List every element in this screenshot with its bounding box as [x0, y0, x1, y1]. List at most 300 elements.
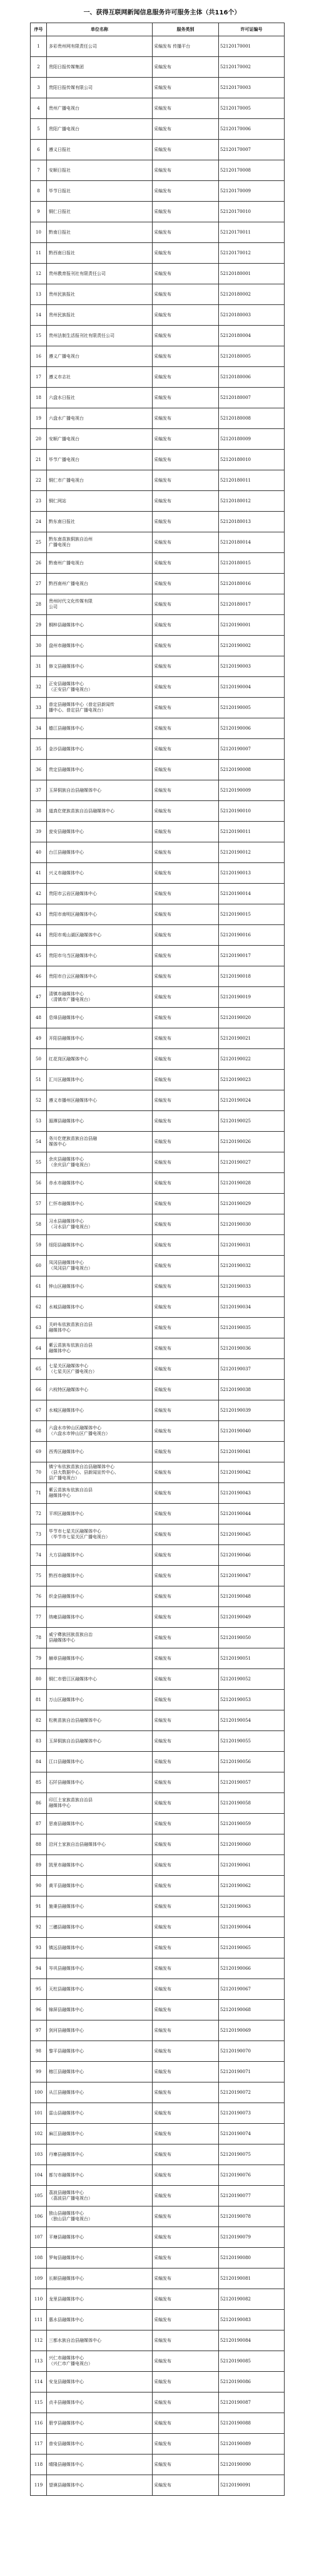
row-number: 83: [31, 1731, 47, 1752]
service-type: 采编发布: [153, 801, 219, 822]
row-number: 45: [31, 946, 47, 966]
service-type: 采编发布: [153, 512, 219, 532]
row-number: 50: [31, 1049, 47, 1070]
table-row: [31, 884, 285, 904]
table-row: [31, 1008, 285, 1028]
service-type: 采编发布: [153, 842, 219, 863]
table-row: [31, 367, 285, 388]
license-number: 52120190019: [219, 987, 285, 1008]
license-number: 52120190008: [219, 760, 285, 780]
unit-name: 贵州教育报刊社有限责任公司: [47, 264, 153, 284]
table-row: [31, 512, 285, 532]
row-number: 34: [31, 718, 47, 739]
row-number: 99: [31, 2062, 47, 2082]
row-number: 110: [31, 2289, 47, 2310]
service-type: 采编发布: [153, 160, 219, 181]
row-number: 92: [31, 1917, 47, 1938]
service-type: 采编发布: [153, 925, 219, 946]
service-type: 采编发布: [153, 718, 219, 739]
row-number: 33: [31, 698, 47, 718]
row-number: 59: [31, 1235, 47, 1256]
row-number: 90: [31, 1876, 47, 1896]
table-row: [31, 429, 285, 450]
row-number: 54: [31, 1132, 47, 1152]
license-number: 52120190024: [219, 1090, 285, 1111]
unit-name: 龙里县融媒体中心: [47, 2289, 153, 2310]
table-row: [31, 1421, 285, 1442]
license-number: 52120190037: [219, 1359, 285, 1380]
table-row: [31, 119, 285, 140]
unit-name: 贞丰县融媒体中心: [47, 2392, 153, 2413]
service-type: 采编发布: [153, 1752, 219, 1772]
service-type: 采编发布: [153, 1028, 219, 1049]
table-row: [31, 1586, 285, 1607]
table-row: [31, 822, 285, 842]
service-type: 采编发布: [153, 2227, 219, 2248]
service-type: 采编发布: [153, 2103, 219, 2124]
service-type: 采编发布: [153, 1979, 219, 2000]
unit-name: 玉屏侗族自治县融媒体中心: [47, 1731, 153, 1752]
license-number: 52120190077: [219, 2186, 285, 2206]
service-type: 采编发布: [153, 1896, 219, 1917]
license-number: 52120190017: [219, 946, 285, 966]
table-row: [31, 842, 285, 863]
table-row: [31, 388, 285, 408]
service-type: 采编发布: [153, 346, 219, 367]
license-number: 52120170007: [219, 140, 285, 160]
unit-name: 印江土家族苗族自治县 融媒体中心: [47, 1793, 153, 1814]
row-number: 25: [31, 532, 47, 553]
unit-name: 湄潭县融媒体中心: [47, 1111, 153, 1132]
service-type: 采编发布: [153, 698, 219, 718]
unit-name: 钟山区融媒体中心: [47, 1276, 153, 1297]
service-type: 采编发布: [153, 2392, 219, 2413]
table-row: [31, 656, 285, 677]
row-number: 32: [31, 677, 47, 698]
service-type: 采编发布: [153, 574, 219, 594]
table-row: [31, 2268, 285, 2289]
table-row: [31, 553, 285, 574]
row-number: 85: [31, 1772, 47, 1793]
license-number: 52120190071: [219, 2062, 285, 2082]
table-row: [31, 2206, 285, 2227]
service-type: 采编发布: [153, 884, 219, 904]
unit-name: 贵阳市乌当区融媒体中心: [47, 946, 153, 966]
service-type: 采编发布: [153, 1090, 219, 1111]
unit-name: 锦屏县融媒体中心: [47, 2000, 153, 2020]
row-number: 107: [31, 2227, 47, 2248]
unit-name: 黎平县融媒体中心: [47, 2041, 153, 2062]
row-number: 49: [31, 1028, 47, 1049]
license-number: 52120190063: [219, 1896, 285, 1917]
unit-name: 三穗县融媒体中心: [47, 1917, 153, 1938]
license-number: 52120190086: [219, 2372, 285, 2392]
unit-name: 仁怀市融媒体中心: [47, 1194, 153, 1214]
row-number: 37: [31, 780, 47, 801]
unit-name: 开阳县融媒体中心: [47, 1028, 153, 1049]
unit-name: 黔西南州广播电视台: [47, 574, 153, 594]
unit-name: 盘州市融媒体中心: [47, 636, 153, 656]
unit-name: 贵阳日报传媒集团: [47, 57, 153, 78]
row-number: 24: [31, 512, 47, 532]
service-type: 采编发布: [153, 1380, 219, 1400]
license-number: 52120180007: [219, 388, 285, 408]
header-license: 许可证编号: [219, 23, 285, 36]
row-number: 52: [31, 1090, 47, 1111]
service-type: 采编发布: [153, 1256, 219, 1276]
license-number: 52120190066: [219, 1958, 285, 1979]
unit-name: 修文县融媒体中心: [47, 656, 153, 677]
unit-name: 榕江县融媒体中心: [47, 2062, 153, 2082]
license-number: 52120190012: [219, 842, 285, 863]
row-number: 30: [31, 636, 47, 656]
unit-name: 织金县融媒体中心: [47, 1586, 153, 1607]
table-row: [31, 2372, 285, 2392]
service-type: 采编发布: [153, 532, 219, 553]
row-number: 15: [31, 326, 47, 346]
license-number: 52120180013: [219, 512, 285, 532]
unit-name: 遵义市播州区融媒体中心: [47, 1090, 153, 1111]
row-number: 21: [31, 450, 47, 470]
row-number: 77: [31, 1607, 47, 1628]
unit-name: 铜仁市广播电视台: [47, 470, 153, 491]
service-type: 采编发布: [153, 2372, 219, 2392]
row-number: 28: [31, 594, 47, 615]
row-number: 102: [31, 2124, 47, 2144]
license-number: 52120190062: [219, 1876, 285, 1896]
service-type: 采编发布: [153, 1338, 219, 1359]
service-type: 采编发布: [153, 1628, 219, 1648]
license-number: 52120170010: [219, 202, 285, 222]
row-number: 12: [31, 264, 47, 284]
table-row: [31, 1297, 285, 1318]
service-type: 采编发布: [153, 2206, 219, 2227]
unit-name: 汇川区融媒体中心: [47, 1070, 153, 1090]
row-number: 51: [31, 1070, 47, 1090]
unit-name: 水城区融媒体中心: [47, 1400, 153, 1421]
row-number: 18: [31, 388, 47, 408]
license-number: 52120170003: [219, 78, 285, 98]
service-type: 采编发布 传播平台: [153, 36, 219, 57]
unit-name: 普安县融媒体中心: [47, 2434, 153, 2454]
row-number: 74: [31, 1545, 47, 1566]
service-type: 采编发布: [153, 1297, 219, 1318]
table-row: [31, 1669, 285, 1690]
row-number: 38: [31, 801, 47, 822]
service-type: 采编发布: [153, 1132, 219, 1152]
row-number: 91: [31, 1896, 47, 1917]
table-row: [31, 1276, 285, 1297]
row-number: 14: [31, 305, 47, 326]
license-number: 52120190078: [219, 2206, 285, 2227]
unit-name: 遵义市志社: [47, 367, 153, 388]
row-number: 100: [31, 2082, 47, 2103]
document-title: 一、获得互联网新闻信息服务许可服务主体（共116个）: [83, 9, 241, 16]
table-row: [31, 1876, 285, 1896]
table-row: [31, 2413, 285, 2434]
unit-name: 贵州广播电视台: [47, 98, 153, 119]
license-number: 52120190058: [219, 1793, 285, 1814]
table-row: [31, 305, 285, 326]
license-table: [30, 23, 285, 2496]
license-number: 52120190088: [219, 2413, 285, 2434]
row-number: 7: [31, 160, 47, 181]
table-row: [31, 863, 285, 884]
table-row: [31, 1380, 285, 1400]
unit-name: 施秉县融媒体中心: [47, 1896, 153, 1917]
unit-name: 贵州民族报社: [47, 284, 153, 305]
unit-name: 黄平县融媒体中心: [47, 1876, 153, 1896]
license-number: 52120190053: [219, 1690, 285, 1710]
service-type: 采编发布: [153, 1958, 219, 1979]
table-row: [31, 160, 285, 181]
table-row: [31, 450, 285, 470]
row-number: 19: [31, 408, 47, 429]
table-row: [31, 1855, 285, 1876]
unit-name: 石阡县融媒体中心: [47, 1772, 153, 1793]
row-number: 116: [31, 2413, 47, 2434]
row-number: 68: [31, 1421, 47, 1442]
table-row: [31, 36, 285, 57]
header-row: [31, 23, 285, 36]
row-number: 81: [31, 1690, 47, 1710]
row-number: 94: [31, 1958, 47, 1979]
row-number: 88: [31, 1834, 47, 1855]
table-row: [31, 2248, 285, 2268]
unit-name: 威宁彝族回族苗族自治 县融媒体中心: [47, 1628, 153, 1648]
service-type: 采编发布: [153, 78, 219, 98]
row-number: 75: [31, 1566, 47, 1586]
license-number: 52120190082: [219, 2289, 285, 2310]
service-type: 采编发布: [153, 2248, 219, 2268]
table-row: [31, 1214, 285, 1235]
service-type: 采编发布: [153, 1710, 219, 1731]
license-number: 52120190054: [219, 1710, 285, 1731]
unit-name: 红花岗区融媒体中心: [47, 1049, 153, 1070]
unit-name: 罗甸县融媒体中心: [47, 2248, 153, 2268]
service-type: 采编发布: [153, 181, 219, 202]
row-number: 31: [31, 656, 47, 677]
table-row: [31, 408, 285, 429]
service-type: 采编发布: [153, 222, 219, 243]
unit-name: 独山县融媒体中心 （独山县广播电视台）: [47, 2206, 153, 2227]
service-type: 采编发布: [153, 2454, 219, 2475]
license-number: 52120180006: [219, 367, 285, 388]
table-row: [31, 1628, 285, 1648]
license-number: 52120180003: [219, 305, 285, 326]
row-number: 104: [31, 2165, 47, 2186]
unit-name: 紫云苗族布依族自治县 融媒体中心: [47, 1483, 153, 1504]
table-row: [31, 1090, 285, 1111]
row-number: 96: [31, 2000, 47, 2020]
row-number: 26: [31, 553, 47, 574]
table-row: [31, 2020, 285, 2041]
service-type: 采编发布: [153, 2475, 219, 2496]
row-number: 64: [31, 1338, 47, 1359]
unit-name: 岑巩县融媒体中心: [47, 1958, 153, 1979]
service-type: 采编发布: [153, 1442, 219, 1462]
unit-name: 贵阳市白云区融媒体中心: [47, 966, 153, 987]
table-row: [31, 718, 285, 739]
row-number: 112: [31, 2330, 47, 2351]
unit-name: 剑河县融媒体中心: [47, 2020, 153, 2041]
unit-name: 丹寨县融媒体中心: [47, 2144, 153, 2165]
license-number: 52120180017: [219, 594, 285, 615]
service-type: 采编发布: [153, 677, 219, 698]
unit-name: 贵州法制生活报刊社有限责任公司: [47, 326, 153, 346]
table-row: [31, 2165, 285, 2186]
unit-name: 遵义广播电视台: [47, 346, 153, 367]
license-number: 52120190072: [219, 2082, 285, 2103]
license-number: 52120190023: [219, 1070, 285, 1090]
unit-name: 六盘水日报社: [47, 388, 153, 408]
service-type: 采编发布: [153, 2165, 219, 2186]
row-number: 71: [31, 1483, 47, 1504]
table-row: [31, 2103, 285, 2124]
unit-name: 黔南日报社: [47, 222, 153, 243]
license-number: 52120190009: [219, 780, 285, 801]
service-type: 采编发布: [153, 1669, 219, 1690]
unit-name: 绥阳县融媒体中心: [47, 1235, 153, 1256]
service-type: 采编发布: [153, 1607, 219, 1628]
license-number: 52120190049: [219, 1607, 285, 1628]
row-number: 10: [31, 222, 47, 243]
license-number: 52120190043: [219, 1483, 285, 1504]
unit-name: 凯里市融媒体中心: [47, 1855, 153, 1876]
table-row: [31, 2475, 285, 2496]
row-number: 61: [31, 1276, 47, 1297]
service-type: 采编发布: [153, 1194, 219, 1214]
unit-name: 瓮安县融媒体中心: [47, 822, 153, 842]
row-number: 82: [31, 1710, 47, 1731]
unit-name: 清镇市融媒体中心 （清镇市广播电视台）: [47, 987, 153, 1008]
table-row: [31, 532, 285, 553]
license-number: 52120190002: [219, 636, 285, 656]
table-row: [31, 1132, 285, 1152]
row-number: 101: [31, 2103, 47, 2124]
service-type: 采编发布: [153, 2413, 219, 2434]
license-number: 52120190055: [219, 1731, 285, 1752]
service-type: 采编发布: [153, 822, 219, 842]
row-number: 106: [31, 2206, 47, 2227]
license-number: 52120180002: [219, 284, 285, 305]
service-type: 采编发布: [153, 1276, 219, 1297]
license-number: 52120190028: [219, 1173, 285, 1194]
table-row: [31, 1834, 285, 1855]
unit-name: 水城县融媒体中心: [47, 1297, 153, 1318]
unit-name: 关岭布依族苗族自治县 融媒体中心: [47, 1318, 153, 1338]
row-number: 4: [31, 98, 47, 119]
license-number: 52120190016: [219, 925, 285, 946]
service-type: 采编发布: [153, 1421, 219, 1442]
service-type: 采编发布: [153, 1152, 219, 1173]
license-number: 52120190087: [219, 2392, 285, 2413]
license-number: 52120190034: [219, 1297, 285, 1318]
license-number: 52120170001: [219, 36, 285, 57]
table-row: [31, 594, 285, 615]
service-type: 采编发布: [153, 140, 219, 160]
table-row: [31, 780, 285, 801]
table-row: [31, 2124, 285, 2144]
unit-name: 万山区融媒体中心: [47, 1690, 153, 1710]
license-number: 52120190045: [219, 1524, 285, 1545]
table-row: [31, 1731, 285, 1752]
unit-name: 麻江县融媒体中心: [47, 2124, 153, 2144]
table-row: [31, 202, 285, 222]
header-type: 服务类别: [153, 23, 219, 36]
unit-name: 镇远县融媒体中心: [47, 1938, 153, 1958]
service-type: 采编发布: [153, 2289, 219, 2310]
table-row: [31, 677, 285, 698]
row-number: 6: [31, 140, 47, 160]
table-row: [31, 140, 285, 160]
table-row: [31, 1896, 285, 1917]
row-number: 84: [31, 1752, 47, 1772]
license-number: 52120190042: [219, 1462, 285, 1483]
table-row: [31, 2351, 285, 2372]
row-number: 62: [31, 1297, 47, 1318]
row-number: 98: [31, 2041, 47, 2062]
row-number: 69: [31, 1442, 47, 1462]
unit-name: 贵州民族报社: [47, 305, 153, 326]
service-type: 采编发布: [153, 2020, 219, 2041]
table-row: [31, 1793, 285, 1814]
table-row: [31, 2186, 285, 2206]
service-type: 采编发布: [153, 305, 219, 326]
table-row: [31, 326, 285, 346]
unit-name: 贵阳市观山湖区融媒体中心: [47, 925, 153, 946]
license-number: 52120190027: [219, 1152, 285, 1173]
unit-name: 遵义日报社: [47, 140, 153, 160]
service-type: 采编发布: [153, 780, 219, 801]
service-type: 采编发布: [153, 553, 219, 574]
unit-name: 荔波县融媒体中心 （荔波县广播电视台）: [47, 2186, 153, 2206]
service-type: 采编发布: [153, 1938, 219, 1958]
unit-name: 铜仁市碧江区融媒体中心: [47, 1669, 153, 1690]
license-number: 52120190020: [219, 1008, 285, 1028]
row-number: 46: [31, 966, 47, 987]
row-number: 11: [31, 243, 47, 264]
license-number: 52120190051: [219, 1648, 285, 1669]
service-type: 采编发布: [153, 904, 219, 925]
table-row: [31, 1566, 285, 1586]
unit-name: 安龙县融媒体中心: [47, 2372, 153, 2392]
table-row: [31, 1483, 285, 1504]
row-number: 87: [31, 1814, 47, 1834]
row-number: 57: [31, 1194, 47, 1214]
license-number: 52120190090: [219, 2454, 285, 2475]
unit-name: 西秀区融媒体中心: [47, 1442, 153, 1462]
table-row: [31, 2392, 285, 2413]
unit-name: 大方县融媒体中心: [47, 1545, 153, 1566]
service-type: 采编发布: [153, 1008, 219, 1028]
license-number: 52120190035: [219, 1318, 285, 1338]
license-number: 52120190084: [219, 2330, 285, 2351]
unit-name: 紫云苗族布依族自治县 融媒体中心: [47, 1338, 153, 1359]
row-number: 66: [31, 1380, 47, 1400]
table-row: [31, 2434, 285, 2454]
unit-name: 安顺广播电视台: [47, 429, 153, 450]
license-number: 52120190030: [219, 1214, 285, 1235]
unit-name: 铜仁日报社: [47, 202, 153, 222]
license-number: 52120180009: [219, 429, 285, 450]
service-type: 采编发布: [153, 408, 219, 429]
license-number: 52120190064: [219, 1917, 285, 1938]
row-number: 44: [31, 925, 47, 946]
license-number: 52120190031: [219, 1235, 285, 1256]
table-header: [31, 23, 285, 36]
table-row: [31, 181, 285, 202]
